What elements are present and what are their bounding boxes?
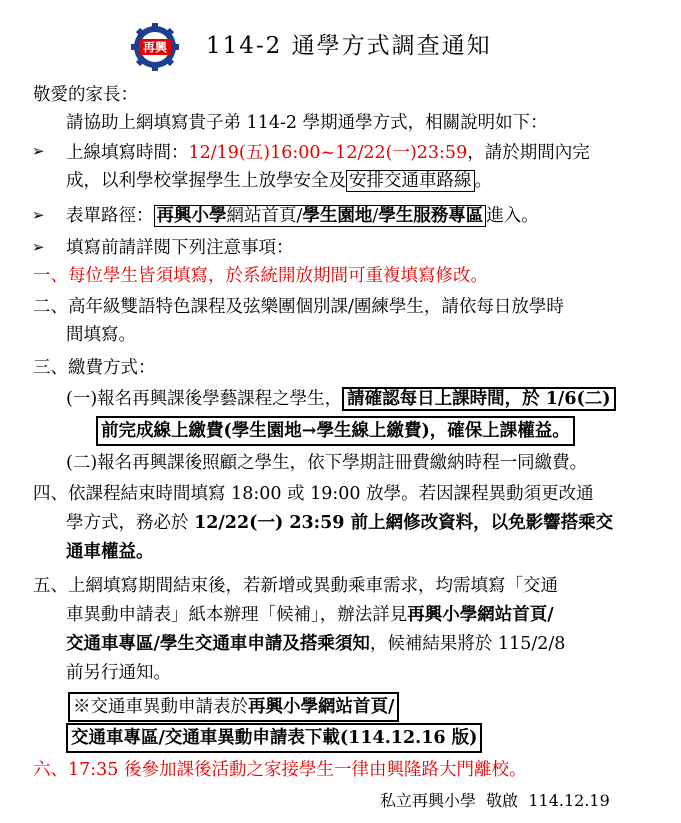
arrow-bullet-icon: ➢ [32,142,45,160]
arrow-bullet-icon: ➢ [32,238,45,256]
page-title: 114-2 通學方式調查通知 [206,33,492,59]
item-two: 二、高年級雙語特色課程及弦樂團個別課/團練學生，請依每日放學時 [33,297,564,317]
bullet-notice-head: 填寫前請詳閱下列注意事項： [66,238,294,258]
boxed-route-text: 安排交通車路線 [346,170,475,192]
item-three-a: (一)報名再興課後學藝課程之學生， 請確認每日上課時間，於 1/6(二) [66,386,616,412]
transfer-form-note-box-cont: 交通車專區/交通車異動申請表下載(114.12.16 版) [66,723,482,753]
item-five-cont3: 前另行通知。 [66,663,171,683]
item-two-cont: 間填寫。 [66,325,136,345]
form-path-box: 再興小學網站首頁/學生園地/學生服務專區 [154,205,487,227]
greeting: 敬愛的家長： [33,85,138,105]
item-four: 四、依課程結束時間填寫 18:00 或 19:00 放學。若因課程異動須更改通 [33,484,594,504]
item-five-cont: 車異動申請表」紙本辦理「候補」，辦法詳見再興小學網站首頁/ [66,605,554,625]
school-logo [130,22,180,72]
intro-text: 請協助上網填寫貴子弟 114-2 學期通學方式，相關說明如下： [66,113,548,133]
bullet-fill-time-cont: 成，以利學校掌握學生上放學安全及 安排交通車路線 。 [66,171,492,191]
item-five: 五、上網填寫期間結束後，若新增或異動乘車需求，均需填寫「交通 [33,576,558,596]
transfer-form-note-box: ※交通車異動申請表於再興小學網站首頁/ [68,692,399,722]
fill-time-range: 12/19(五)16:00~12/22(一)23:59 [188,143,468,163]
item-three: 三、繳費方式： [33,358,156,378]
signature: 私立再興小學 敬啟 114.12.19 [380,791,610,810]
payment-deadline-box-cont: 前完成線上繳費(學生園地→學生線上繳費)，確保上課權益。 [96,416,575,446]
arrow-bullet-icon: ➢ [32,206,45,224]
bullet-form-path: 表單路徑： 再興小學網站首頁/學生園地/學生服務專區 進入。 [66,206,539,226]
item-six: 六、17:35 後參加課後活動之家接學生一律由興隆路大門離校。 [33,760,527,780]
payment-deadline-box: 請確認每日上課時間，於 1/6(二) [342,387,615,411]
bullet-fill-time: 上線填寫時間：12/19(五)16:00~12/22(一)23:59，請於期間內完 [66,143,590,163]
logo-text: 再興 [142,40,168,55]
item-three-b: (二)報名再興課後照顧之學生，依下學期註冊費繳納時程一同繳費。 [66,453,588,473]
item-four-cont2: 通車權益。 [66,542,154,562]
item-one: 一、每位學生皆須填寫，於系統開放期間可重複填寫修改。 [33,266,488,286]
item-five-cont2: 交通車專區/學生交通車申請及搭乘須知，候補結果將於 115/2/8 [66,634,566,654]
item-four-cont: 學方式，務必於 12/22(一) 23:59 前上網修改資料，以免影響搭乘交 [66,513,614,533]
